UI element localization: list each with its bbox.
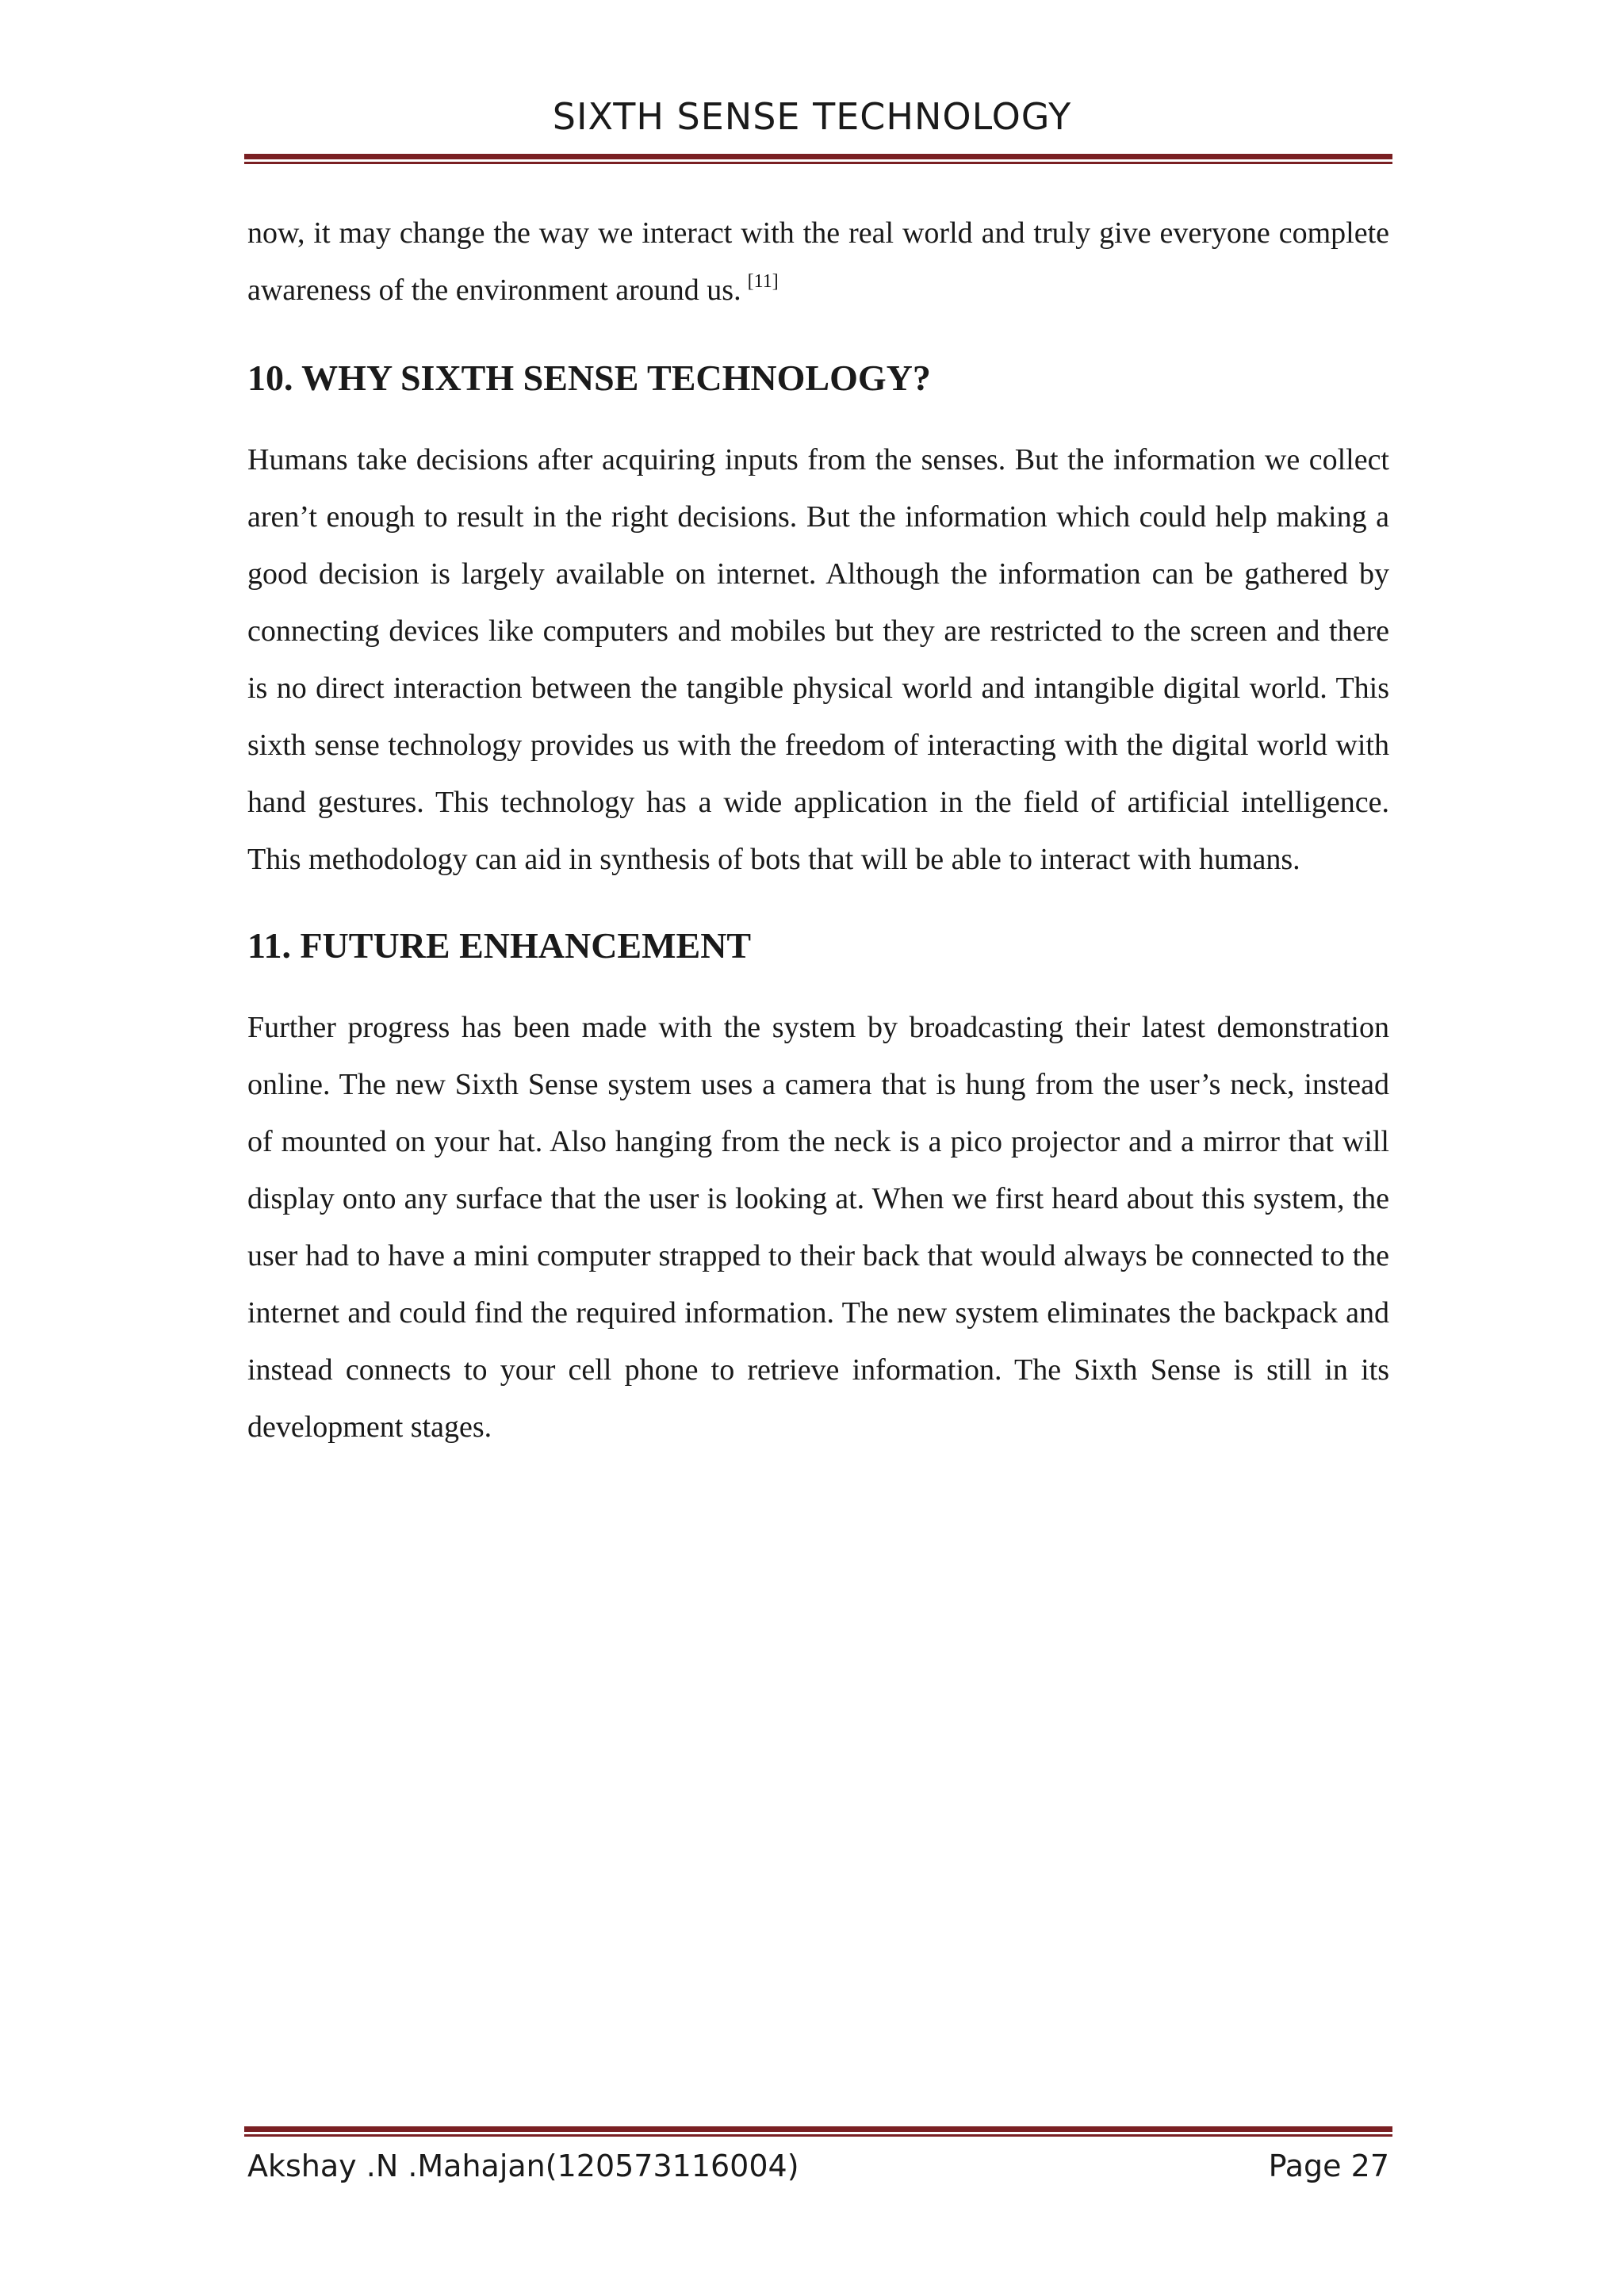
section-11-paragraph: Further progress has been made with the system by broadcasting their latest demonstration online. The new Sixth Sense system uses a camera that is hung from the user’s neck, instead of mounted on your hat. Also hanging from the neck is a pico projector and a mirror that will display onto any surface that the user is looking at. When we first heard about this system, the user had to have a mini computer strapped to their back that would always be connected to the internet and could find the required information. The new system eliminates the backpack and instead connects to your cell phone to retrieve information. The Sixth Sense is still in its development stages. xyxy=(247,1011,1389,1444)
section-10-heading: 10. WHY SIXTH SENSE TECHNOLOGY? xyxy=(247,358,931,398)
intro-text: now, it may change the way we interact with the real world and truly give everyone complete awareness of the environment around us. xyxy=(247,216,1389,307)
page-header-title: SIXTH SENSE TECHNOLOGY xyxy=(552,95,1072,138)
intro-paragraph xyxy=(247,205,1389,319)
header-divider xyxy=(244,154,1392,164)
section-11-heading: 11. FUTURE ENHANCEMENT xyxy=(247,925,752,966)
citation-reference: [11] xyxy=(747,271,779,292)
footer-page-number: Page 27 xyxy=(1268,2149,1389,2183)
footer-author: Akshay .N .Mahajan(120573116004) xyxy=(247,2149,799,2183)
section-10-paragraph: Humans take decisions after acquiring inputs from the senses. But the information we collect aren’t enough to result in the right decisions. But the information which could help making a good decision is largely available on internet. Although the information can be gathered by connecting devices like computers and mobiles but they are restricted to the screen and there is no direct interaction between the tangible physical world and intangible digital world. This sixth sense technology provides us with the freedom of interacting with the digital world with hand gestures. This technology has a wide application in the field of artificial intelligence. This methodology can aid in synthesis of bots that will be able to interact with humans. xyxy=(247,443,1389,876)
footer-divider xyxy=(244,2126,1392,2137)
page-content xyxy=(247,205,1389,1456)
